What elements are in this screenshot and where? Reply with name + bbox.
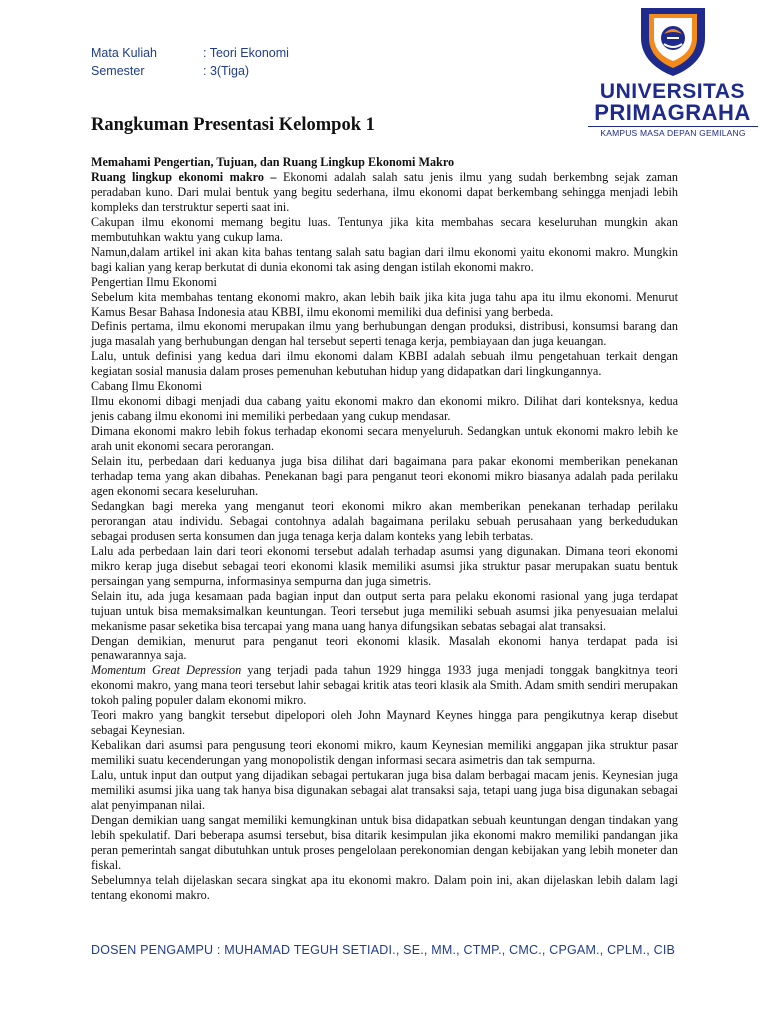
- paragraph: Sebelumnya telah dijelaskan secara singkat apa itu ekonomi makro. Dalam poin ini, akan dijelaskan lebih dalam lagi tentang ekonomi makro.: [91, 872, 678, 902]
- paragraph: Selain itu, perbedaan dari keduanya juga bisa dilihat dari bagaimana para pakar ekonomi memberikan penekanan terhadap tema yang akan dibahas. Penekanan bagi para penganut teori ekonomi mikro biasanya adalah pada perilaku agen ekonomi secara keseluruhan.: [91, 454, 678, 498]
- momentum-paragraph: [91, 663, 678, 708]
- logo-line1: UNIVERSITAS: [599, 80, 746, 103]
- paragraph: Sebelum kita membahas tentang ekonomi makro, akan lebih baik jika kita juga tahu apa itu ilmu ekonomi. Menurut Kamus Besar Bahasa Indonesia atau KBBI, ilmu ekonomi memiliki dua definisi yang berbeda.: [91, 289, 678, 319]
- paragraph: Selain itu, ada juga kesamaan pada bagian input dan output serta para pelaku ekonomi rasional yang juga terdapat tujuan untuk bisa memaksimalkan keuntungan. Teori tersebut juga memiliki sebuah asumsi jika penyesuaian melalui mekanisme pasar seketika bisa tercapai yang mana uang hanya difungsikan sebatas sebagai alat transaksi.: [91, 588, 678, 633]
- logo-line2: PRIMAGRAHA: [594, 100, 751, 125]
- paragraph: Teori makro yang bangkit tersebut dipelopori oleh John Maynard Keynes hingga para pengikutnya kerap disebut sebagai Keynesian.: [91, 708, 678, 738]
- paragraph: Dengan demikian uang sangat memiliki kemungkinan untuk bisa didapatkan sebuah keuntungan dengan tindakan yang lebih spekulatif. Dari beberapa asumsi tersebut, bisa ditarik kesimpulan jika ekonomi makro memiliki pandangan jika peran pemerintah sangat dibutuhkan untuk proses pengelolaan perekonomian dengan kebijakan yang lebih moneter dan fiskal.: [91, 812, 678, 872]
- course-label: Mata Kuliah: [91, 46, 158, 60]
- page-title: Rangkuman Presentasi Kelompok 1: [91, 115, 375, 135]
- lecturer-footer: DOSEN PENGAMPU : MUHAMAD TEGUH SETIADI., SE., MM., CTMP., CMC., CPGAM., CPLM., CIB: [91, 943, 676, 957]
- intro-bold: Ruang lingkup ekonomi makro –: [91, 169, 277, 184]
- paragraph: Ilmu ekonomi dibagi menjadi dua cabang yaitu ekonomi makro dan ekonomi mikro. Dilihat dari konteksnya, kedua jenis cabang ilmu ekonomi ini memiliki perbedaan yang cukup mendasar.: [91, 394, 678, 424]
- section-subtitle: Memahami Pengertian, Tujuan, dan Ruang Lingkup Ekonomi Makro: [91, 155, 455, 169]
- document-body: [91, 155, 678, 903]
- section-heading: Pengertian Ilmu Ekonomi: [91, 274, 217, 289]
- paragraph: Lalu, untuk definisi yang kedua dari ilmu ekonomi dalam KBBI adalah sebuah ilmu pengetahuan terkait dengan kegiatan sosial manusia dalam proses pemenuhan kebutuhan hidup yang didapatkan dari lingkungannya.: [91, 349, 678, 379]
- paragraph: Sedangkan bagi mereka yang menganut teori ekonomi mikro akan memberikan penekanan terhadap perilaku perorangan atau individu. Sebagai contohnya adalah bagaimana perilaku sebuah perusahaan yang berkedudukan sebagai produsen serta konsumen dan juga tenaga kerja dalam konteks yang lebih terbatas.: [91, 498, 678, 543]
- paragraph: Definis pertama, ilmu ekonomi merupakan ilmu yang berhubungan dengan produksi, distribusi, konsumsi barang dan juga masalah yang berhubungan dengan hal tersebut seperti tenaga kerja, pembiayaan dan juga keuangan.: [91, 319, 678, 349]
- course-value: : Teori Ekonomi: [203, 46, 289, 60]
- paragraph: Dengan demikian, menurut para penganut teori ekonomi klasik. Masalah ekonomi hanya terdapat pada isi penawarannya saja.: [91, 633, 678, 663]
- course-row: [91, 44, 289, 62]
- intro-paragraph: [91, 170, 678, 215]
- logo-tagline: KAMPUS MASA DEPAN GEMILANG: [588, 126, 758, 138]
- paragraph: Dimana ekonomi makro lebih fokus terhadap ekonomi secara menyeluruh. Sedangkan untuk ekonomi makro lebih ke arah unit ekonomi secara perorangan.: [91, 424, 678, 454]
- paragraph: Cakupan ilmu ekonomi memang begitu luas. Tentunya jika kita membahas secara keseluruhan mungkin akan membutuhkan waktu yang cukup lama.: [91, 214, 678, 244]
- momentum-italic: Momentum Great Depression: [91, 663, 242, 678]
- paragraph: Lalu ada perbedaan lain dari teori ekonomi tersebut adalah terhadap asumsi yang digunakan. Dimana teori ekonomi mikro kerap juga disebut sebagai teori ekonomi klasik memiliki asumsi jika struktur pasar merupakan suatu bentuk persaingan yang sempurna, informasinya sempurna dan juga simetris.: [91, 543, 678, 588]
- semester-row: [91, 62, 289, 80]
- document-meta: [91, 44, 289, 80]
- section-heading: Cabang Ilmu Ekonomi: [91, 379, 203, 394]
- paragraph: Namun,dalam artikel ini akan kita bahas tentang salah satu bagian dari ilmu ekonomi yaitu ekonomi makro. Mungkin bagi kalian yang kerap berkutat di dunia ekonomi tak asing dengan istilah ekonomi makro.: [91, 244, 678, 274]
- shield-icon: [637, 4, 709, 78]
- semester-label: Semester: [91, 64, 145, 78]
- momentum-text: yang terjadi pada tahun 1929 hingga 1933 juga menjadi tonggak bangkitnya teori ekonomi makro, yang mana teori tersebut lahir sebagai kritik atas teori klasik ala Smith. Adam smith sendiri merupakan tokoh paling populer dalam ekonomi mikro.: [91, 663, 678, 708]
- paragraph: Kebalikan dari asumsi para pengusung teori ekonomi mikro, kaum Keynesian memiliki anggapan jika struktur pasar memiliki suatu kecenderungan yang monopolistik dengan informasi secara asimetris dan tak sempurna.: [91, 738, 678, 768]
- university-logo: [585, 4, 760, 138]
- paragraph: Lalu, untuk input dan output yang dijadikan sebagai pertukaran juga bisa dalam berbagai macam jenis. Keynesian juga memiliki asumsi jika uang tak hanya bisa digunakan sebagai alat transaksi saja, tetapi uang juga bisa digunakan sebagai alat penyimpanan nilai.: [91, 768, 678, 812]
- intro-text: Ekonomi adalah salah satu jenis ilmu yang sudah berkembng sejak zaman peradaban kuno. Dari mulai bentuk yang begitu sederhana, ilmu ekonomi dapat berkembang sehingga menjadi lebih kompleks dan terstruktur seperti saat ini.: [91, 169, 678, 214]
- semester-value: : 3(Tiga): [203, 64, 250, 78]
